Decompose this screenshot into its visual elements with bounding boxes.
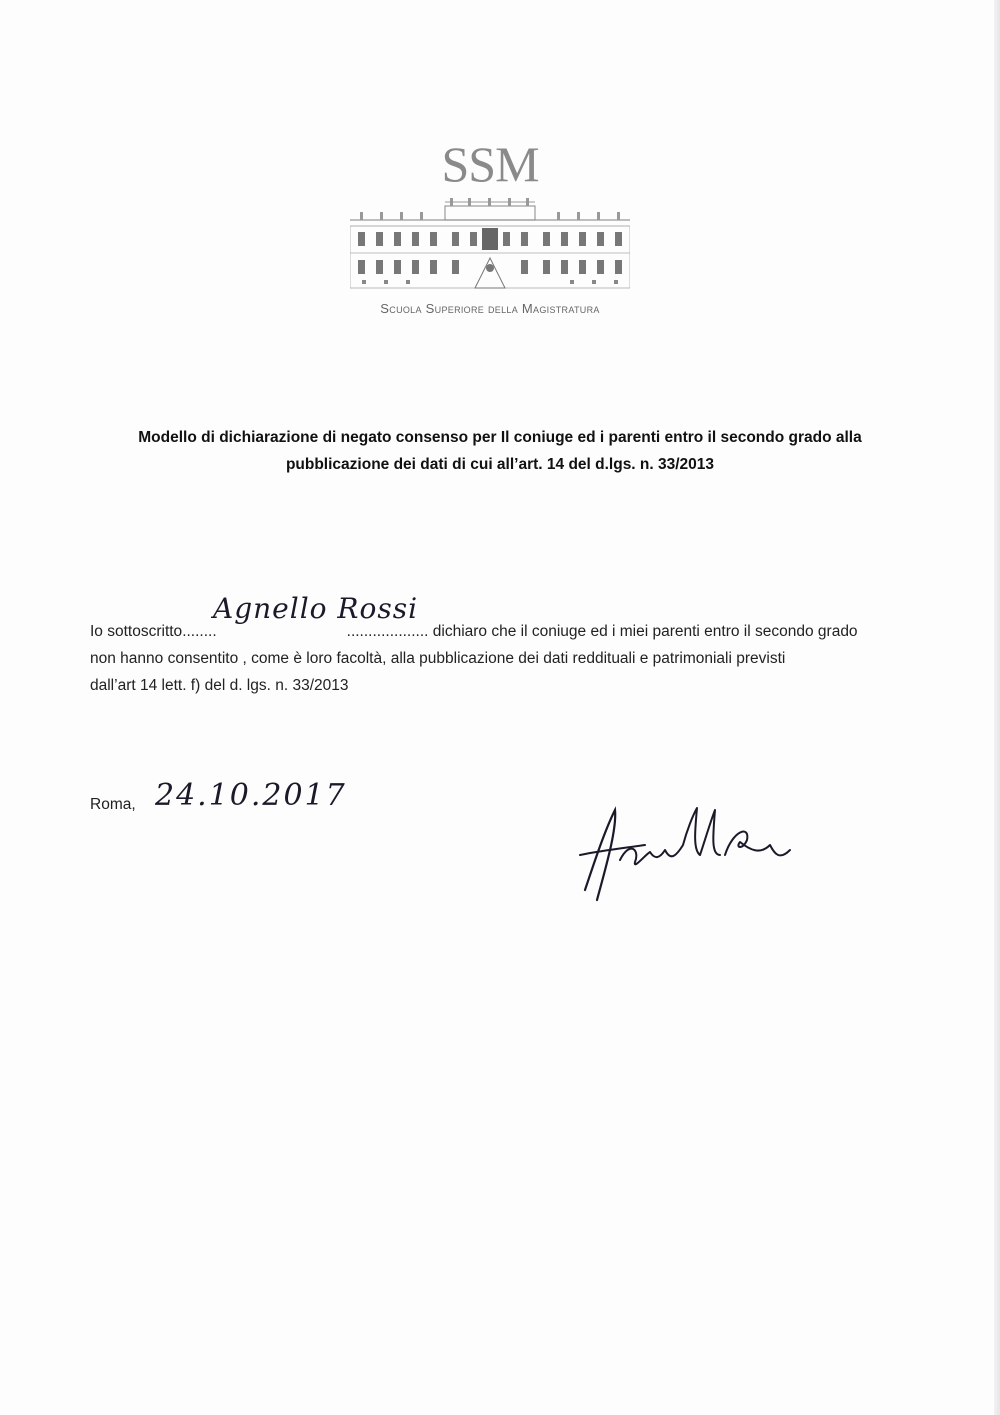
title-line-2: pubblicazione dei dati di cui all’art. 14 del d.lgs. n. 33/2013 [285, 456, 715, 473]
declaration-line-1 [90, 618, 910, 645]
declaration-text [90, 618, 910, 699]
building-illustration-icon [350, 198, 630, 293]
handwritten-date: 24.10.2017 [155, 778, 347, 813]
handwritten-name: Agnello Rossi [213, 592, 419, 625]
declaration-prefix: Io sottoscritto [90, 623, 183, 640]
date-label: Roma, [90, 796, 136, 813]
document-title [90, 424, 910, 478]
scan-edge [994, 0, 1000, 1415]
logo-mark-text: SSM [441, 136, 539, 192]
logo-caption: Scuola Superiore della Magistratura [380, 301, 600, 316]
dots-after-name: ................... [346, 623, 429, 640]
declaration-line-2: non hanno consentito , come è loro facoltà, alla pubblicazione dei dati reddituali e patrimoniali previsti [90, 650, 786, 667]
ssm-logo [340, 138, 640, 328]
handwritten-signature-icon [575, 800, 795, 910]
title-line-1: Modello di dichiarazione di negato consenso per Il coniuge ed i parenti entro il secondo grado alla [138, 429, 862, 446]
dots-before-name: ........ [182, 623, 217, 640]
declaration-line-3: dall’art 14 lett. f) del d. lgs. n. 33/2013 [90, 677, 349, 694]
declaration-line-1-text: dichiaro che il coniuge ed i miei parenti entro il secondo grado [428, 623, 858, 640]
